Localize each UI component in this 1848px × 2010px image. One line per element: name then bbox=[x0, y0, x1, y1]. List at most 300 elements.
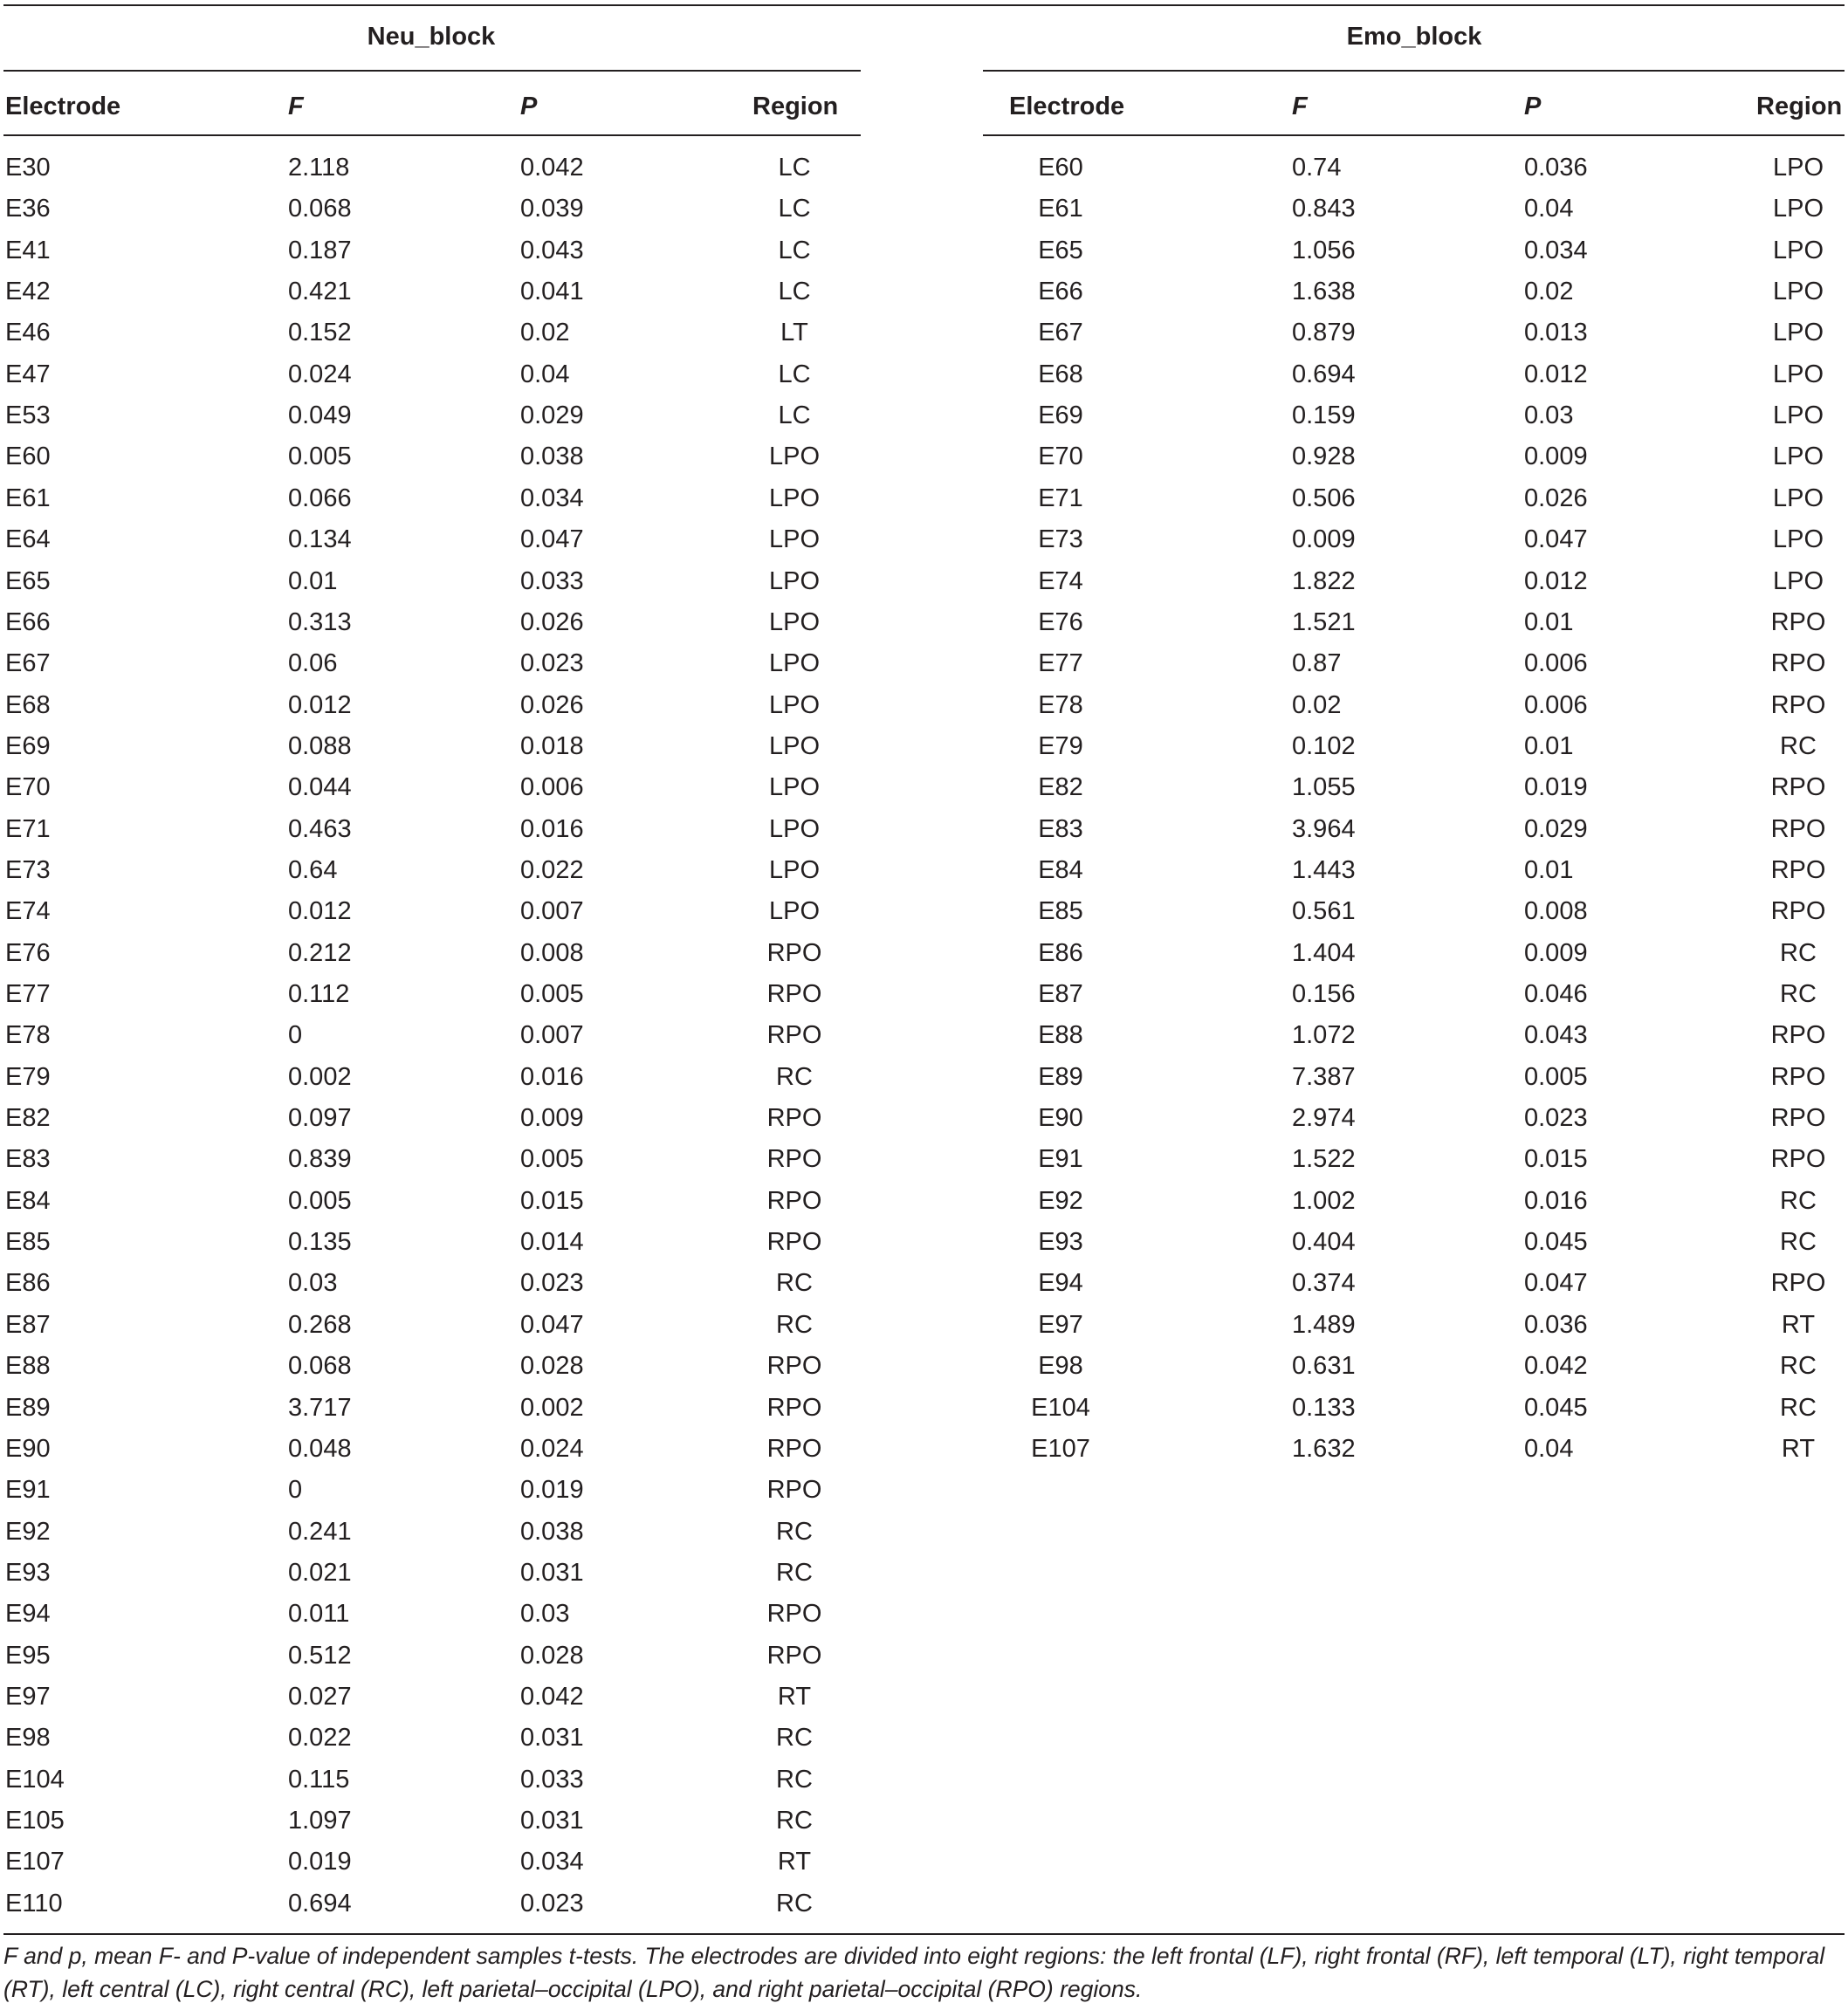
table-row bbox=[0, 566, 1848, 597]
cell-f: 0.066 bbox=[288, 484, 352, 512]
cell-f: 3.717 bbox=[288, 1393, 352, 1422]
col-header-p-neu: P bbox=[520, 93, 538, 120]
cell-region: LPO bbox=[768, 566, 821, 595]
cell-electrode: E68 bbox=[1038, 360, 1083, 388]
cell-region: LC bbox=[778, 154, 811, 182]
table-row bbox=[0, 524, 1848, 555]
cell-f: 1.521 bbox=[1292, 607, 1356, 636]
cell-f: 0.005 bbox=[288, 442, 352, 471]
cell-region: LPO bbox=[1772, 154, 1824, 182]
cell-p: 0.006 bbox=[520, 773, 584, 802]
cell-f: 0.102 bbox=[1292, 731, 1356, 760]
cell-region: RPO bbox=[1770, 855, 1826, 884]
table-row bbox=[0, 1350, 1848, 1382]
cell-f: 0.01 bbox=[288, 566, 338, 595]
cell-f: 0.097 bbox=[288, 1104, 352, 1133]
col-header-electrode-emo: Electrode bbox=[1009, 93, 1125, 120]
cell-electrode: E93 bbox=[1038, 1228, 1083, 1257]
cell-f: 0.187 bbox=[288, 236, 352, 264]
cell-region: LC bbox=[778, 195, 811, 223]
header-rule-neu bbox=[3, 134, 861, 136]
cell-electrode: E90 bbox=[5, 1434, 51, 1463]
cell-f: 1.632 bbox=[1292, 1434, 1356, 1463]
cell-electrode: E41 bbox=[5, 236, 51, 264]
cell-p: 0.023 bbox=[1524, 1104, 1588, 1133]
cell-electrode: E65 bbox=[5, 566, 51, 595]
col-header-region-emo: Region bbox=[1756, 93, 1843, 120]
cell-p: 0.04 bbox=[1524, 195, 1574, 223]
cell-f: 0.156 bbox=[1292, 980, 1356, 1008]
table-row bbox=[0, 1846, 1848, 1877]
cell-electrode: E104 bbox=[1031, 1393, 1090, 1422]
cell-electrode: E47 bbox=[5, 360, 51, 388]
cell-electrode: E88 bbox=[5, 1352, 51, 1381]
cell-region: RPO bbox=[766, 980, 822, 1008]
cell-electrode: E76 bbox=[1038, 607, 1083, 636]
cell-p: 0.031 bbox=[520, 1807, 584, 1835]
cell-electrode: E82 bbox=[5, 1104, 51, 1133]
table-row bbox=[0, 854, 1848, 886]
table-row bbox=[0, 813, 1848, 845]
cell-f: 0.005 bbox=[288, 1186, 352, 1215]
cell-electrode: E76 bbox=[5, 938, 51, 967]
cell-f: 1.002 bbox=[1292, 1186, 1356, 1215]
cell-electrode: E79 bbox=[1038, 731, 1083, 760]
cell-f: 0.044 bbox=[288, 773, 352, 802]
cell-p: 0.042 bbox=[1524, 1352, 1588, 1381]
cell-region: LC bbox=[778, 278, 811, 306]
cell-electrode: E89 bbox=[5, 1393, 51, 1422]
cell-f: 0.694 bbox=[288, 1889, 352, 1917]
table-row bbox=[0, 1061, 1848, 1093]
cell-p: 0.045 bbox=[1524, 1228, 1588, 1257]
table-row bbox=[0, 1267, 1848, 1299]
cell-region: RPO bbox=[766, 1186, 822, 1215]
cell-p: 0.019 bbox=[520, 1476, 584, 1505]
cell-p: 0.042 bbox=[520, 1682, 584, 1711]
cell-electrode: E68 bbox=[5, 690, 51, 719]
cell-region: LPO bbox=[768, 731, 821, 760]
cell-p: 0.023 bbox=[520, 649, 584, 678]
cell-electrode: E77 bbox=[5, 980, 51, 1008]
cell-region: RC bbox=[776, 1269, 813, 1298]
cell-electrode: E82 bbox=[1038, 773, 1083, 802]
cell-f: 0.152 bbox=[288, 319, 352, 347]
table-row bbox=[0, 1598, 1848, 1629]
cell-p: 0.006 bbox=[1524, 649, 1588, 678]
cell-f: 1.072 bbox=[1292, 1021, 1356, 1050]
cell-f: 0.135 bbox=[288, 1228, 352, 1257]
cell-electrode: E36 bbox=[5, 195, 51, 223]
cell-electrode: E78 bbox=[1038, 690, 1083, 719]
cell-p: 0.043 bbox=[1524, 1021, 1588, 1050]
cell-region: RPO bbox=[1770, 897, 1826, 926]
cell-region: LPO bbox=[1772, 566, 1824, 595]
cell-p: 0.019 bbox=[1524, 773, 1588, 802]
cell-electrode: E87 bbox=[1038, 980, 1083, 1008]
cell-region: RC bbox=[776, 1517, 813, 1546]
cell-electrode: E74 bbox=[1038, 566, 1083, 595]
cell-electrode: E70 bbox=[5, 773, 51, 802]
cell-electrode: E93 bbox=[5, 1558, 51, 1587]
cell-electrode: E98 bbox=[1038, 1352, 1083, 1381]
cell-region: RC bbox=[776, 1765, 813, 1794]
cell-region: RPO bbox=[1770, 814, 1826, 843]
cell-f: 0.561 bbox=[1292, 897, 1356, 926]
cell-electrode: E60 bbox=[1038, 154, 1083, 182]
cell-p: 0.009 bbox=[1524, 442, 1588, 471]
cell-f: 1.443 bbox=[1292, 855, 1356, 884]
cell-region: RPO bbox=[766, 1641, 822, 1670]
cell-p: 0.012 bbox=[1524, 566, 1588, 595]
cell-electrode: E89 bbox=[1038, 1062, 1083, 1091]
cell-electrode: E78 bbox=[5, 1021, 51, 1050]
cell-electrode: E107 bbox=[1031, 1434, 1090, 1463]
cell-f: 0.133 bbox=[1292, 1393, 1356, 1422]
cell-electrode: E86 bbox=[5, 1269, 51, 1298]
cell-f: 1.097 bbox=[288, 1807, 352, 1835]
cell-p: 0.008 bbox=[520, 938, 584, 967]
cell-p: 0.033 bbox=[520, 1765, 584, 1794]
cell-region: RPO bbox=[766, 1352, 822, 1381]
table-row bbox=[0, 731, 1848, 762]
table-row bbox=[0, 1392, 1848, 1423]
cell-electrode: E105 bbox=[5, 1807, 65, 1835]
cell-p: 0.026 bbox=[1524, 484, 1588, 512]
cell-electrode: E69 bbox=[5, 731, 51, 760]
cell-region: LPO bbox=[1772, 319, 1824, 347]
cell-p: 0.039 bbox=[520, 195, 584, 223]
table-row bbox=[0, 1557, 1848, 1588]
cell-f: 0.112 bbox=[288, 980, 350, 1008]
cell-f: 0.313 bbox=[288, 607, 352, 636]
cell-p: 0.04 bbox=[1524, 1434, 1574, 1463]
cell-p: 0.036 bbox=[1524, 154, 1588, 182]
cell-p: 0.008 bbox=[1524, 897, 1588, 926]
cell-f: 0.374 bbox=[1292, 1269, 1356, 1298]
cell-p: 0.02 bbox=[520, 319, 570, 347]
table-row bbox=[0, 1681, 1848, 1712]
cell-p: 0.016 bbox=[1524, 1186, 1588, 1215]
cell-region: RC bbox=[1780, 980, 1817, 1008]
cell-region: LC bbox=[778, 360, 811, 388]
cell-region: RPO bbox=[1770, 1021, 1826, 1050]
cell-f: 0.241 bbox=[288, 1517, 352, 1546]
cell-region: LPO bbox=[1772, 401, 1824, 430]
table-row bbox=[0, 359, 1848, 390]
cell-f: 0.068 bbox=[288, 195, 352, 223]
cell-p: 0.04 bbox=[520, 360, 570, 388]
cell-region: RT bbox=[777, 1848, 812, 1876]
cell-p: 0.009 bbox=[520, 1104, 584, 1133]
cell-region: LPO bbox=[1772, 236, 1824, 264]
cell-p: 0.046 bbox=[1524, 980, 1588, 1008]
cell-p: 0.038 bbox=[520, 1517, 584, 1546]
cell-f: 3.964 bbox=[1292, 814, 1356, 843]
cell-region: RPO bbox=[1770, 649, 1826, 678]
table-row bbox=[0, 607, 1848, 638]
cell-region: RC bbox=[1780, 731, 1817, 760]
col-header-region-neu: Region bbox=[752, 93, 839, 120]
cell-f: 0.421 bbox=[288, 278, 352, 306]
cell-f: 1.056 bbox=[1292, 236, 1356, 264]
cell-electrode: E66 bbox=[5, 607, 51, 636]
cell-region: RPO bbox=[766, 1104, 822, 1133]
cell-region: RPO bbox=[1770, 773, 1826, 802]
cell-region: LPO bbox=[1772, 278, 1824, 306]
cell-electrode: E84 bbox=[1038, 855, 1083, 884]
cell-region: RC bbox=[1780, 1352, 1817, 1381]
cell-electrode: E53 bbox=[5, 401, 51, 430]
table-row bbox=[0, 1309, 1848, 1341]
cell-f: 0.159 bbox=[1292, 401, 1356, 430]
cell-p: 0.016 bbox=[520, 814, 584, 843]
cell-p: 0.005 bbox=[520, 1145, 584, 1174]
cell-region: RC bbox=[776, 1889, 813, 1917]
cell-p: 0.016 bbox=[520, 1062, 584, 1091]
cell-p: 0.034 bbox=[520, 1848, 584, 1876]
cell-p: 0.03 bbox=[1524, 401, 1574, 430]
cell-region: RPO bbox=[1770, 607, 1826, 636]
cell-f: 1.822 bbox=[1292, 566, 1356, 595]
cell-f: 0.019 bbox=[288, 1848, 352, 1876]
table-row bbox=[0, 1722, 1848, 1753]
col-header-f-emo: F bbox=[1292, 93, 1308, 120]
cell-electrode: E86 bbox=[1038, 938, 1083, 967]
cell-p: 0.01 bbox=[1524, 855, 1574, 884]
cell-region: LT bbox=[780, 319, 808, 347]
cell-p: 0.015 bbox=[520, 1186, 584, 1215]
col-header-f-neu: F bbox=[288, 93, 304, 120]
cell-p: 0.029 bbox=[1524, 814, 1588, 843]
cell-region: LC bbox=[778, 401, 811, 430]
cell-region: RC bbox=[1780, 1393, 1817, 1422]
cell-electrode: E71 bbox=[5, 814, 51, 843]
cell-region: RPO bbox=[1770, 1269, 1826, 1298]
table-row bbox=[0, 276, 1848, 307]
table-row bbox=[0, 1143, 1848, 1175]
cell-electrode: E95 bbox=[5, 1641, 51, 1670]
cell-region: LPO bbox=[768, 442, 821, 471]
cell-electrode: E46 bbox=[5, 319, 51, 347]
table-row bbox=[0, 441, 1848, 472]
cell-f: 0.843 bbox=[1292, 195, 1356, 223]
cell-region: RC bbox=[776, 1310, 813, 1339]
table-row bbox=[0, 1516, 1848, 1547]
cell-p: 0.014 bbox=[520, 1228, 584, 1257]
table-row bbox=[0, 895, 1848, 927]
col-header-p-emo: P bbox=[1524, 93, 1542, 120]
cell-region: RC bbox=[1780, 1228, 1817, 1257]
cell-f: 2.974 bbox=[1292, 1104, 1356, 1133]
cell-p: 0.023 bbox=[520, 1269, 584, 1298]
group-rule-emo bbox=[983, 70, 1845, 72]
table-row bbox=[0, 648, 1848, 679]
table-row bbox=[0, 772, 1848, 803]
cell-f: 0.115 bbox=[288, 1765, 350, 1794]
cell-region: RPO bbox=[1770, 1104, 1826, 1133]
cell-region: RPO bbox=[1770, 690, 1826, 719]
cell-p: 0.047 bbox=[520, 1310, 584, 1339]
cell-p: 0.026 bbox=[520, 690, 584, 719]
cell-p: 0.002 bbox=[520, 1393, 584, 1422]
cell-f: 0.03 bbox=[288, 1269, 338, 1298]
cell-region: LPO bbox=[768, 897, 821, 926]
cell-electrode: E83 bbox=[5, 1145, 51, 1174]
cell-region: RPO bbox=[1770, 1062, 1826, 1091]
cell-region: LPO bbox=[768, 484, 821, 512]
header-rule-emo bbox=[983, 134, 1845, 136]
cell-p: 0.028 bbox=[520, 1352, 584, 1381]
cell-f: 0.021 bbox=[288, 1558, 352, 1587]
cell-electrode: E71 bbox=[1038, 484, 1083, 512]
cell-f: 0.512 bbox=[288, 1641, 352, 1670]
cell-p: 0.036 bbox=[1524, 1310, 1588, 1339]
cell-f: 0.009 bbox=[1292, 525, 1356, 554]
cell-region: RC bbox=[776, 1558, 813, 1587]
cell-f: 0.631 bbox=[1292, 1352, 1356, 1381]
cell-p: 0.023 bbox=[520, 1889, 584, 1917]
cell-p: 0.007 bbox=[520, 1021, 584, 1050]
cell-electrode: E92 bbox=[1038, 1186, 1083, 1215]
cell-region: RPO bbox=[766, 1434, 822, 1463]
cell-electrode: E79 bbox=[5, 1062, 51, 1091]
table-row bbox=[0, 1185, 1848, 1217]
cell-electrode: E97 bbox=[1038, 1310, 1083, 1339]
cell-p: 0.034 bbox=[520, 484, 584, 512]
cell-p: 0.031 bbox=[520, 1724, 584, 1753]
cell-electrode: E65 bbox=[1038, 236, 1083, 264]
group-title-neu: Neu_block bbox=[367, 23, 496, 51]
table-row bbox=[0, 1019, 1848, 1051]
cell-region: RPO bbox=[766, 1228, 822, 1257]
cell-f: 0.879 bbox=[1292, 319, 1356, 347]
cell-region: LPO bbox=[1772, 195, 1824, 223]
cell-electrode: E67 bbox=[1038, 319, 1083, 347]
table-row bbox=[0, 1888, 1848, 1919]
cell-electrode: E97 bbox=[5, 1682, 51, 1711]
cell-p: 0.026 bbox=[520, 607, 584, 636]
cell-electrode: E60 bbox=[5, 442, 51, 471]
table-row bbox=[0, 1474, 1848, 1506]
cell-p: 0.034 bbox=[1524, 236, 1588, 264]
table-row bbox=[0, 937, 1848, 969]
cell-f: 0.928 bbox=[1292, 442, 1356, 471]
cell-region: LPO bbox=[768, 814, 821, 843]
cell-p: 0.01 bbox=[1524, 731, 1574, 760]
cell-electrode: E69 bbox=[1038, 401, 1083, 430]
cell-f: 1.638 bbox=[1292, 278, 1356, 306]
cell-electrode: E94 bbox=[5, 1600, 51, 1629]
table-row bbox=[0, 483, 1848, 514]
col-header-electrode-neu: Electrode bbox=[5, 93, 121, 120]
table-row bbox=[0, 1102, 1848, 1134]
cell-f: 0.088 bbox=[288, 731, 352, 760]
cell-f: 0.024 bbox=[288, 360, 352, 388]
cell-f: 0.268 bbox=[288, 1310, 352, 1339]
cell-f: 0.404 bbox=[1292, 1228, 1356, 1257]
cell-p: 0.018 bbox=[520, 731, 584, 760]
cell-electrode: E66 bbox=[1038, 278, 1083, 306]
cell-f: 2.118 bbox=[288, 154, 350, 182]
cell-f: 0.64 bbox=[288, 855, 338, 884]
cell-electrode: E85 bbox=[5, 1228, 51, 1257]
cell-f: 0.012 bbox=[288, 690, 352, 719]
cell-region: LPO bbox=[768, 649, 821, 678]
cell-region: RPO bbox=[766, 1145, 822, 1174]
cell-f: 0.02 bbox=[1292, 690, 1342, 719]
cell-f: 0 bbox=[288, 1021, 303, 1050]
table-row bbox=[0, 689, 1848, 721]
cell-f: 0.839 bbox=[288, 1145, 352, 1174]
cell-f: 0 bbox=[288, 1476, 303, 1505]
cell-region: RT bbox=[1781, 1434, 1816, 1463]
table-row bbox=[0, 317, 1848, 348]
cell-p: 0.006 bbox=[1524, 690, 1588, 719]
cell-region: RT bbox=[1781, 1310, 1816, 1339]
cell-electrode: E42 bbox=[5, 278, 51, 306]
cell-f: 0.134 bbox=[288, 525, 352, 554]
cell-region: LPO bbox=[768, 773, 821, 802]
cell-f: 1.522 bbox=[1292, 1145, 1356, 1174]
cell-f: 0.87 bbox=[1292, 649, 1342, 678]
cell-p: 0.033 bbox=[520, 566, 584, 595]
cell-electrode: E90 bbox=[1038, 1104, 1083, 1133]
cell-f: 0.002 bbox=[288, 1062, 352, 1091]
cell-electrode: E94 bbox=[1038, 1269, 1083, 1298]
cell-p: 0.042 bbox=[520, 154, 584, 182]
table-row bbox=[0, 1433, 1848, 1465]
cell-p: 0.038 bbox=[520, 442, 584, 471]
cell-region: LPO bbox=[768, 690, 821, 719]
cell-region: RPO bbox=[1770, 1145, 1826, 1174]
cell-f: 0.06 bbox=[288, 649, 338, 678]
cell-f: 0.694 bbox=[1292, 360, 1356, 388]
cell-p: 0.047 bbox=[520, 525, 584, 554]
cell-p: 0.024 bbox=[520, 1434, 584, 1463]
cell-electrode: E61 bbox=[5, 484, 51, 512]
cell-region: LPO bbox=[1772, 525, 1824, 554]
cell-electrode: E73 bbox=[1038, 525, 1083, 554]
cell-f: 0.068 bbox=[288, 1352, 352, 1381]
column-header-row bbox=[0, 89, 1848, 124]
cell-electrode: E91 bbox=[5, 1476, 51, 1505]
cell-electrode: E110 bbox=[5, 1889, 63, 1917]
cell-f: 1.489 bbox=[1292, 1310, 1356, 1339]
cell-electrode: E30 bbox=[5, 154, 51, 182]
cell-electrode: E61 bbox=[1038, 195, 1083, 223]
cell-p: 0.043 bbox=[520, 236, 584, 264]
group-rule-neu bbox=[3, 70, 861, 72]
cell-region: RC bbox=[1780, 938, 1817, 967]
cell-electrode: E98 bbox=[5, 1724, 51, 1753]
table-row bbox=[0, 1640, 1848, 1671]
cell-region: RC bbox=[776, 1062, 813, 1091]
cell-electrode: E88 bbox=[1038, 1021, 1083, 1050]
group-title-emo: Emo_block bbox=[1346, 23, 1482, 51]
table-row bbox=[0, 235, 1848, 266]
cell-f: 0.74 bbox=[1292, 154, 1342, 182]
cell-electrode: E74 bbox=[5, 897, 51, 926]
table-row bbox=[0, 1805, 1848, 1836]
cell-electrode: E77 bbox=[1038, 649, 1083, 678]
cell-electrode: E85 bbox=[1038, 897, 1083, 926]
cell-electrode: E83 bbox=[1038, 814, 1083, 843]
cell-p: 0.005 bbox=[1524, 1062, 1588, 1091]
cell-region: RC bbox=[776, 1807, 813, 1835]
cell-f: 0.022 bbox=[288, 1724, 352, 1753]
table-row bbox=[0, 1764, 1848, 1795]
